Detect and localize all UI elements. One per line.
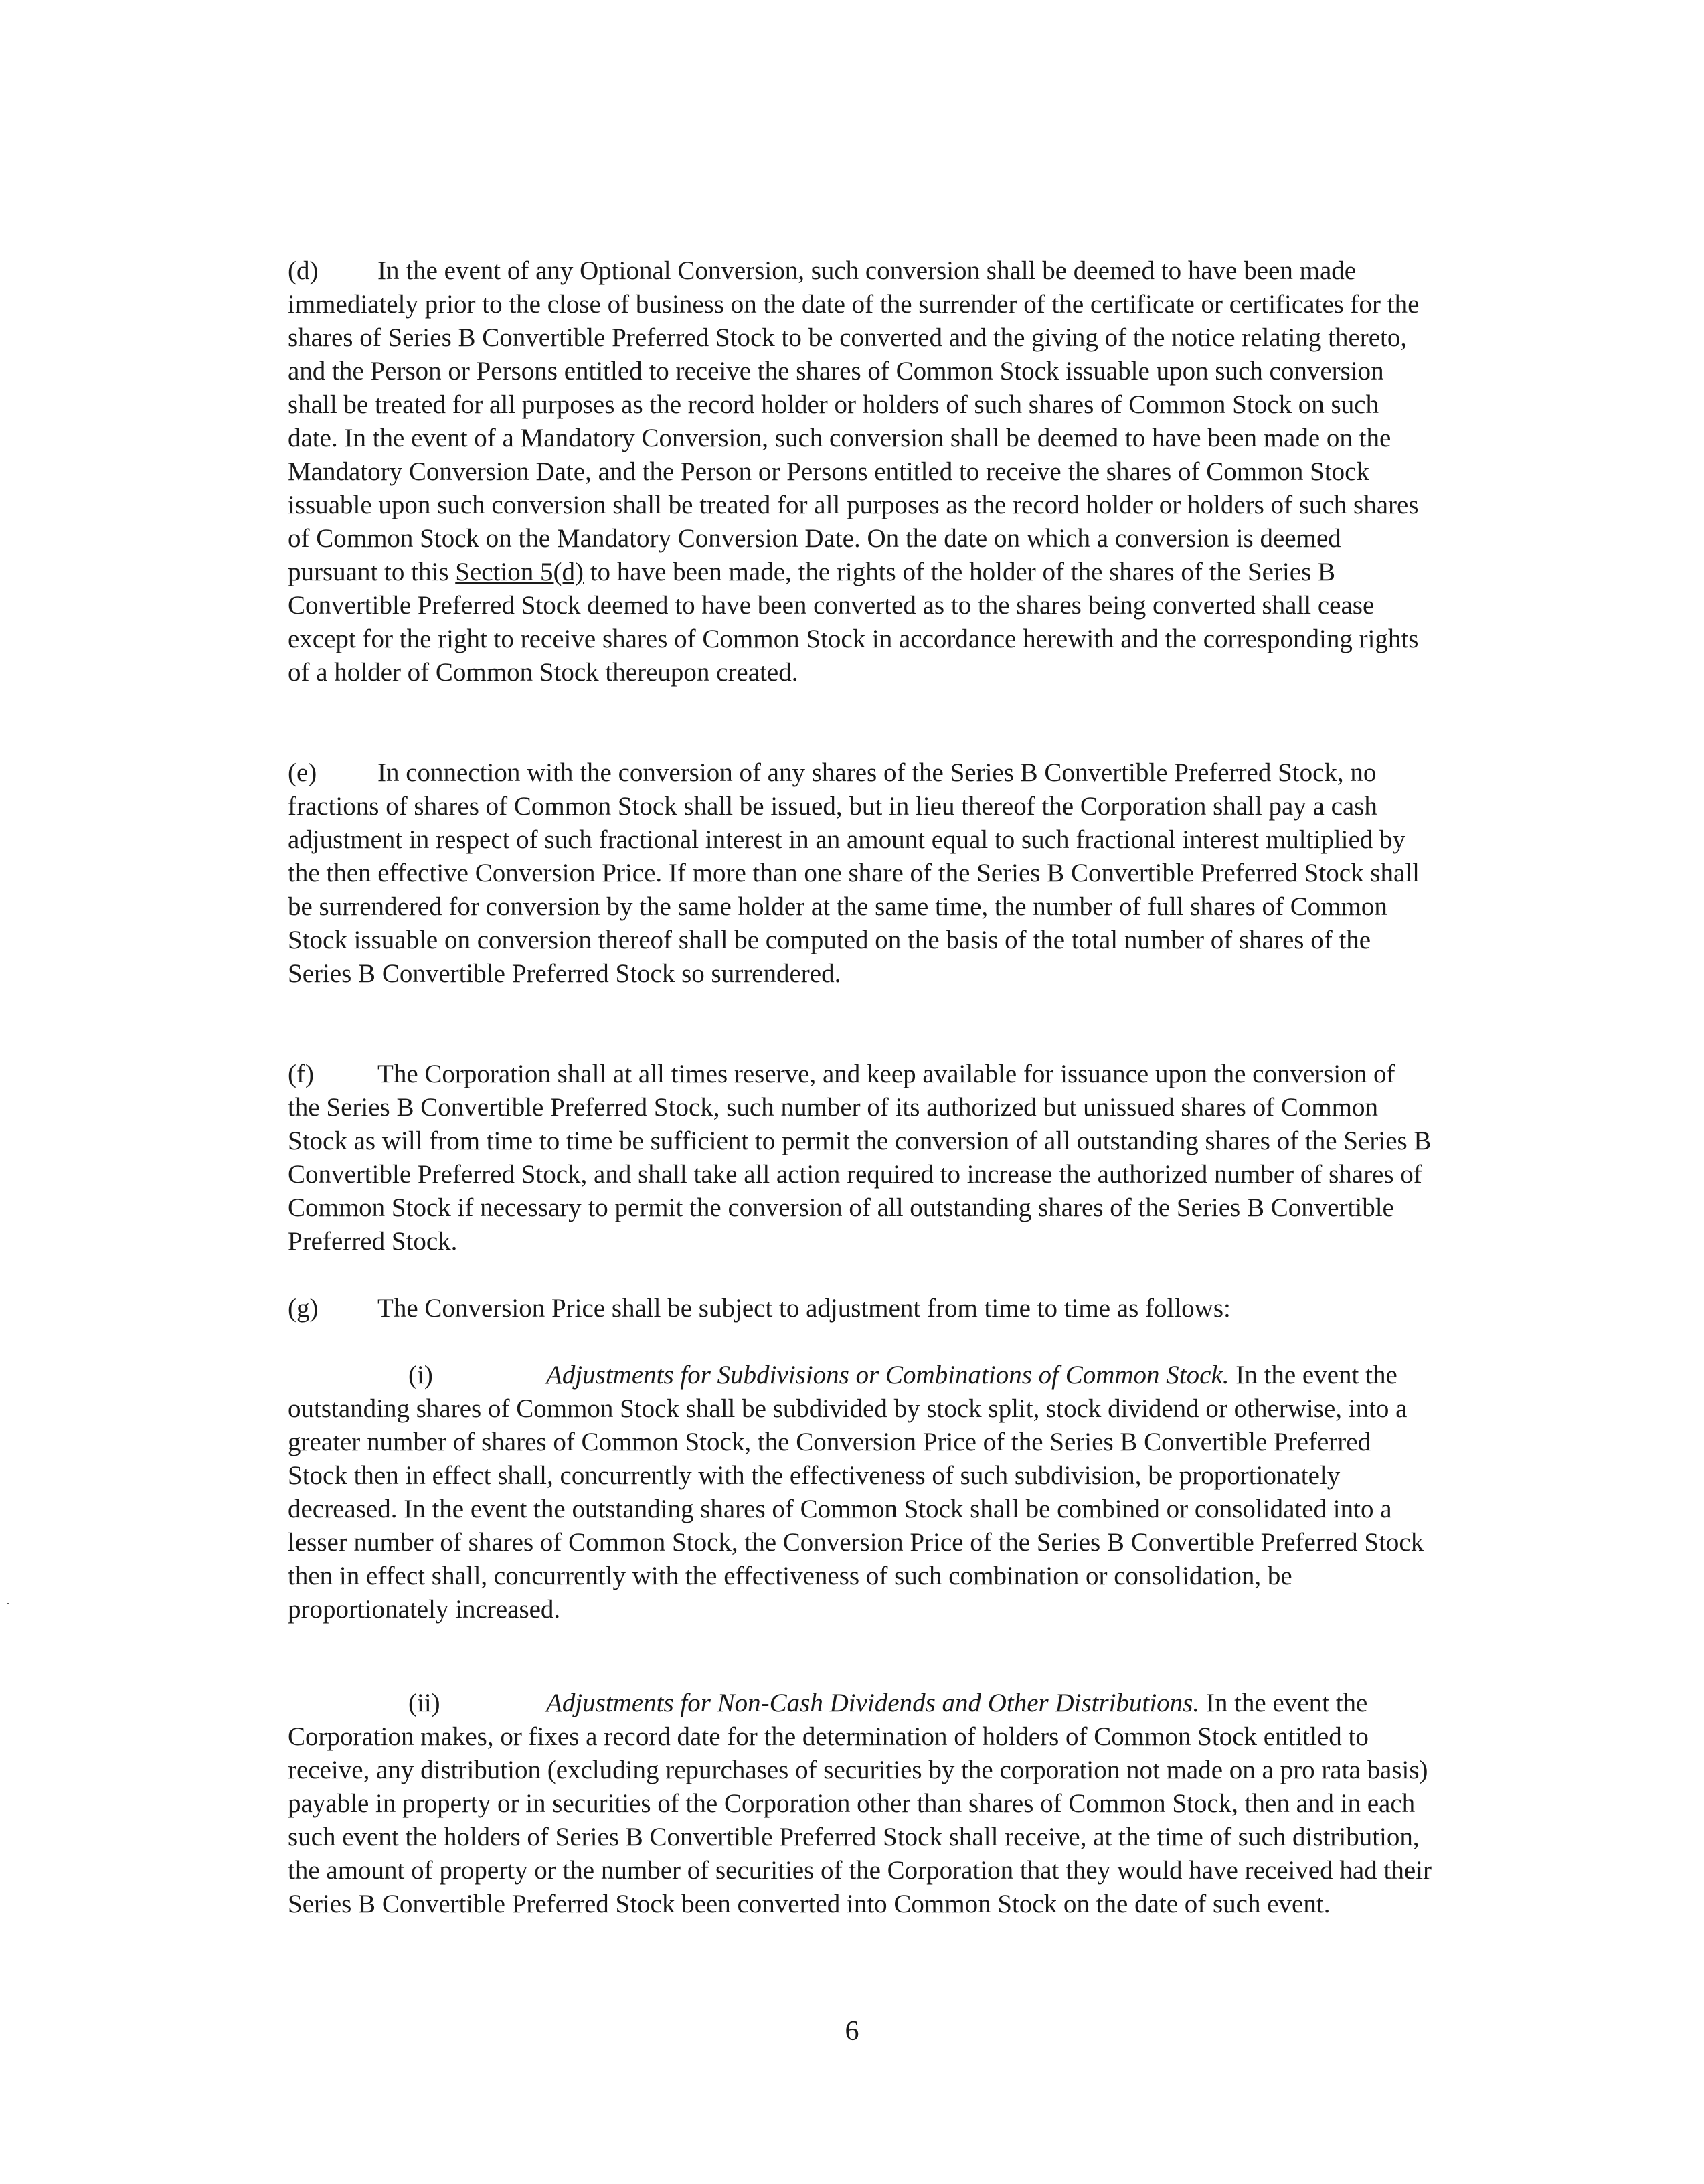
paragraph-text: In connection with the conversion of any shares of the Series B Convertible Preferred Stock, no fractions of shares of Common Stock shall be issued, but in lieu thereof the Corporation shall pay a cash adjustment in respect of such fractional interest in an amount equal to such fractional interest multiplied by the then effective Conversion Price. If more than one share of the Series B Convertible Preferred Stock shall be surrendered for conversion by the same holder at the same time, the number of full shares of Common Stock issuable on conversion thereof shall be computed on the basis of the total number of shares of the Series B Convertible Preferred Stock so surrendered. bbox=[288, 758, 1420, 988]
page-number: 6 bbox=[845, 2016, 859, 2047]
paragraph-label: (f) bbox=[288, 1060, 314, 1088]
paragraph-text: The Corporation shall at all times reserve, and keep available for issuance upon the conversion of the Series B Convertible Preferred Stock, such number of its authorized but unissued shares of Common Stock as will from time to time be sufficient to permit the conversion of all outstanding shares of the Series B Convertible Preferred Stock, and shall take all action required to increase the authorized number of shares of Common Stock if necessary to permit the conversion of all outstanding shares of the Series B Convertible Preferred Stock. bbox=[288, 1060, 1432, 1256]
paragraph-label: (e) bbox=[288, 758, 317, 787]
subparagraph-g-ii bbox=[288, 1687, 1432, 1921]
paragraph-text: In the event of any Optional Conversion, such conversion shall be deemed to have been made immediately prior to the close of business on the date of the surrender of the certificate or certificates for the shares of Series B Convertible Preferred Stock to be converted and the giving of the notice relating thereto, and the Person or Persons entitled to receive the shares of Common Stock issuable upon such conversion shall be treated for all purposes as the record holder or holders of such shares of Common Stock on such date. In the event of a Mandatory Conversion, such conversion shall be deemed to have been made on the Mandatory Conversion Date, and the Person or Persons entitled to receive the shares of Common Stock issuable upon such conversion shall be treated for all purposes as the record holder or holders of such shares of Common Stock on the Mandatory Conversion Date. On the date on which a conversion is deemed pursuant to this bbox=[288, 256, 1420, 586]
subparagraph-label: (i) bbox=[408, 1361, 433, 1390]
subparagraph-text: In the event the Corporation makes, or fixes a record date for the determination of holders of Common Stock entitled to receive, any distribution (excluding repurchases of securities by the corporation not made on a pro rata basis) payable in property or in securities of the Corporation other than shares of Common Stock, then and in each such event the holders of Series B Convertible Preferred Stock shall receive, at the time of such distribution, the amount of property or the number of securities of the Corporation that they would have received had their Series B Convertible Preferred Stock been converted into Common Stock on the date of such event. bbox=[288, 1689, 1432, 1918]
subparagraph-heading: Adjustments for Non-Cash Dividends and Other Distributions. bbox=[546, 1689, 1200, 1717]
paragraph-text: The Conversion Price shall be subject to adjustment from time to time as follows: bbox=[377, 1294, 1231, 1323]
subparagraph-heading: Adjustments for Subdivisions or Combinations of Common Stock. bbox=[546, 1361, 1229, 1390]
paragraph-d bbox=[288, 254, 1432, 689]
paragraph-f bbox=[288, 1058, 1432, 1258]
subparagraph-text: In the event the outstanding shares of Common Stock shall be subdivided by stock split, stock dividend or otherwise, into a greater number of shares of Common Stock, the Conversion Price of the Series B Convertible Preferred Stock then in effect shall, concurrently with the effectiveness of such subdivision, be proportionately decreased. In the event the outstanding shares of Common Stock shall be combined or consolidated into a lesser number of shares of Common Stock, the Conversion Price of the Series B Convertible Preferred Stock then in effect shall, concurrently with the effectiveness of such combination or consolidation, be proportionately increased. bbox=[288, 1361, 1424, 1624]
section-reference: Section 5(d) bbox=[455, 558, 584, 586]
paragraph-g bbox=[288, 1292, 1432, 1325]
paragraph-label: (d) bbox=[288, 256, 319, 285]
paragraph-text: to have been made, the rights of the holder of the shares of the Series B Convertible Preferred Stock deemed to have been converted as to the shares being converted shall cease except for the right to receive shares of Common Stock in accordance herewith and the corresponding rights of a holder of Common Stock thereupon created. bbox=[288, 558, 1419, 687]
subparagraph-label: (ii) bbox=[408, 1689, 440, 1717]
scan-margin-mark bbox=[7, 1603, 9, 1604]
paragraph-e bbox=[288, 756, 1432, 991]
subparagraph-g-i bbox=[288, 1359, 1432, 1626]
paragraph-label: (g) bbox=[288, 1294, 319, 1323]
